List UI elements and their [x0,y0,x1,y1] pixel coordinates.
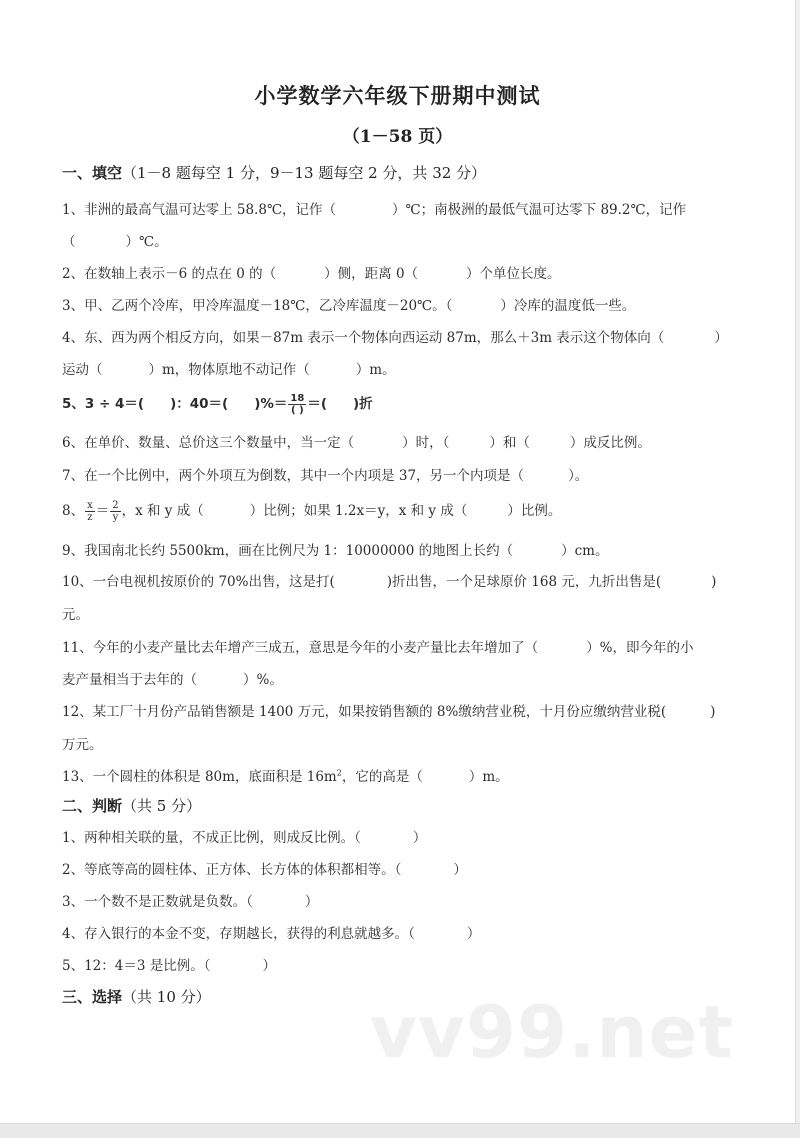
question-11: 11、今年的小麦产量比去年增产三成五，意思是今年的小麦产量比去年增加了（ ）%，即今年的小 [62,640,694,656]
question-11-cont: 麦产量相当于去年的（ ）%。 [62,672,283,688]
fraction: $\frac{18}{( )}$ [290,392,305,416]
section-heading-judgement [62,795,201,816]
fraction: $\frac{2}{y}$ [112,500,119,523]
page-edge-bottom [0,1123,800,1138]
question-7: 7、在一个比例中，两个外项互为倒数，其中一个内项是 37，另一个内项是（ ）。 [62,468,589,484]
page-subtitle: （1－58 页） [342,127,453,147]
question-4: 4、东、西为两个相反方向，如果－87m 表示一个物体向西运动 87m，那么＋3m 表示这个物体向（ ） [62,330,728,346]
section-title: 一、填空 [62,164,123,182]
question-8: 8、 $\frac{x}{z}$ ＝ $\frac{2}{y}$ ，x 和 y 成（ ）比例；如果 1.2x＝y，x 和 y 成（ ）比例。 [62,500,562,523]
section-heading-fill-blank [62,162,486,183]
question-1-cont: （ ）℃。 [62,234,168,250]
question-2: 2、在数轴上表示－6 的点在 0 的（ ）侧，距离 0（ ）个单位长度。 [62,266,561,282]
answer-blank[interactable]: ( ) [291,404,304,416]
question-5: 5、3 ÷ 4＝( )：40＝( )%＝ $\frac{18}{( )}$ ＝( )折 [62,392,373,416]
judgement-item-2: 2、等底等高的圆柱体、正方体、长方体的体积都相等。（ ） [62,862,467,878]
question-6: 6、在单价、数量、总价这三个数量中，当一定（ ）时，（ ）和（ ）成反比例。 [62,435,651,451]
question-12-cont: 万元。 [62,737,103,753]
section-note: （1－8 题每空 1 分，9－13 题每空 2 分，共 32 分） [122,164,487,182]
question-10-cont: 元。 [62,607,89,623]
judgement-item-1: 1、两种相关联的量，不成正比例，则成反比例。（ ） [62,830,427,846]
judgement-item-3: 3、一个数不是正数就是负数。（ ） [62,894,319,910]
question-4-cont: 运动（ ）m，物体原地不动记作（ ）m。 [62,362,396,378]
question-12: 12、某工厂十月份产品销售额是 1400 万元，如果按销售额的 8%缴纳营业税，十月份应缴纳营业税( ) [62,704,716,720]
fraction: $\frac{x}{z}$ [87,500,93,523]
question-10: 10、一台电视机按原价的 70%出售，这是打( )折出售，一个足球原价 168 元，九折出售是( ) [62,574,717,590]
section-note: （共 10 分） [122,988,211,1006]
watermark: vv99.net [370,990,734,1074]
section-title: 三、选择 [62,988,123,1006]
page-edge-right [796,0,800,1123]
judgement-item-4: 4、存入银行的本金不变，存期越长，获得的利息就越多。（ ） [62,926,481,942]
section-heading-choice [62,986,211,1007]
section-note: （共 5 分） [122,797,202,815]
section-title: 二、判断 [62,797,123,815]
question-3: 3、甲、乙两个冷库，甲冷库温度－18℃，乙冷库温度－20℃。（ ）冷库的温度低一些。 [62,298,636,314]
judgement-item-5: 5、12：4＝3 是比例。（ ） [62,958,276,974]
page-title: 小学数学六年级下册期中测试 [254,83,541,108]
question-1: 1、非洲的最高气温可达零上 58.8℃，记作（ ）℃；南极洲的最低气温可达零下 89.2℃，记作 [62,202,687,218]
question-13: 13、一个圆柱的体积是 80m，底面积是 $16m^2$，它的高是（ ）m。 [62,768,509,785]
question-9: 9、我国南北长约 5500km，画在比例尺为 1：10000000 的地图上长约（ ）cm。 [62,543,609,559]
